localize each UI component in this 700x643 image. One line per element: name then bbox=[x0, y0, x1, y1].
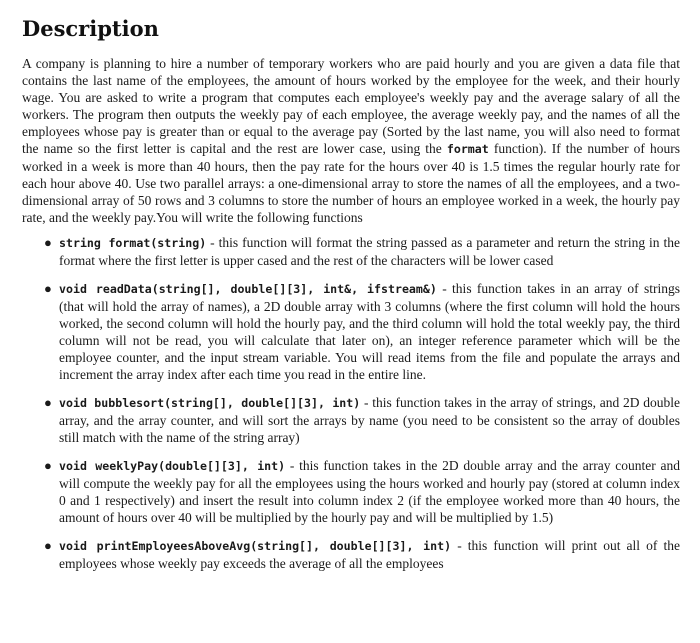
function-description: - this function will format the string passed as a parameter and return the string in the format where the first letter is upper cased and the rest of the characters will be lower cased bbox=[59, 235, 680, 268]
list-item-weeklypay bbox=[22, 457, 680, 526]
function-description: - this function takes in an array of strings (that will hold the array of names), a 2D double array with 3 columns (where the first column will hold the hours worked, the second column will hold the hourly pay, and the third column will hold the total weekly pay, the third column will not be read, you will calculate that later on), an integer reference parameter which will be the employee counter, and the input stream variable. You will read items from the file and populate the arrays and increment the array index after each time you read in the entire line. bbox=[59, 281, 680, 382]
intro-paragraph bbox=[22, 55, 680, 226]
page-title: Description bbox=[22, 16, 159, 41]
bullet-icon: ● bbox=[44, 281, 52, 296]
intro-text-part1: A company is planning to hire a number of temporary workers who are paid hourly and you are given a data file that contains the last name of the employees, the amount of hours worked by the employee for the week, and their hourly wage. You are asked to write a program that computes each employee's weekly pay and the average salary of all the workers. The program then outputs the weekly pay of each employee, the average weekly pay, and the names of all the employees whose pay is greater than or equal to the average pay (Sorted by the last name, you will also need to format the name so the first letter is capital and the rest are lower case, using the bbox=[22, 56, 680, 156]
function-signature: string format(string) bbox=[59, 236, 207, 250]
intro-text-part2: function). If the number of hours worked in a week is more than 40 hours, then the pay rate for the hours over 40 is 1.5 times the regular hourly rate for each hour above 40. Use two parallel arrays: a one-dimensional array to store the names of all the employees, and a two-dimensional array of 50 rows and 3 columns to store the number of hours an employee worked in a week, the hourly pay rate, and the weekly pay.You will write the following functions bbox=[22, 141, 680, 225]
bullet-icon: ● bbox=[44, 458, 52, 473]
format-code-inline: format bbox=[446, 142, 489, 156]
bullet-icon: ● bbox=[44, 235, 52, 250]
bullet-icon: ● bbox=[44, 395, 52, 410]
list-item-printemployeesaboveavg bbox=[22, 537, 680, 572]
function-description: - this function will print out all of the employees whose weekly pay exceeds the average of all the employees bbox=[59, 538, 680, 571]
function-description: - this function takes in the 2D double array and the array counter and will compute the weekly pay for all the employees using the hours worked and hourly pay (stored at column index 0 and 1 respectively) and insert the result into column index 2 (if the employee worked more than 40 hours, the amount of hours over 40 will be multiplied by the hourly pay and will be multiplied by 1.5) bbox=[59, 458, 680, 525]
function-signature: void bubblesort(string[], double[][3], int) bbox=[59, 396, 361, 410]
function-description: - this function takes in the array of strings, and 2D double array, and the array counter, and will sort the arrays by name (you need to be consistent so the array of doubles still match with the name of the string array) bbox=[59, 395, 680, 445]
function-signature: void readData(string[], double[][3], int&, ifstream&) bbox=[59, 282, 437, 296]
bullet-icon: ● bbox=[44, 538, 52, 553]
list-item-bubblesort bbox=[22, 394, 680, 446]
function-list bbox=[22, 234, 680, 572]
function-signature: void printEmployeesAboveAvg(string[], double[][3], int) bbox=[59, 539, 452, 553]
list-item-format bbox=[22, 234, 680, 269]
list-item-readdata bbox=[22, 280, 680, 383]
function-signature: void weeklyPay(double[][3], int) bbox=[59, 459, 286, 473]
